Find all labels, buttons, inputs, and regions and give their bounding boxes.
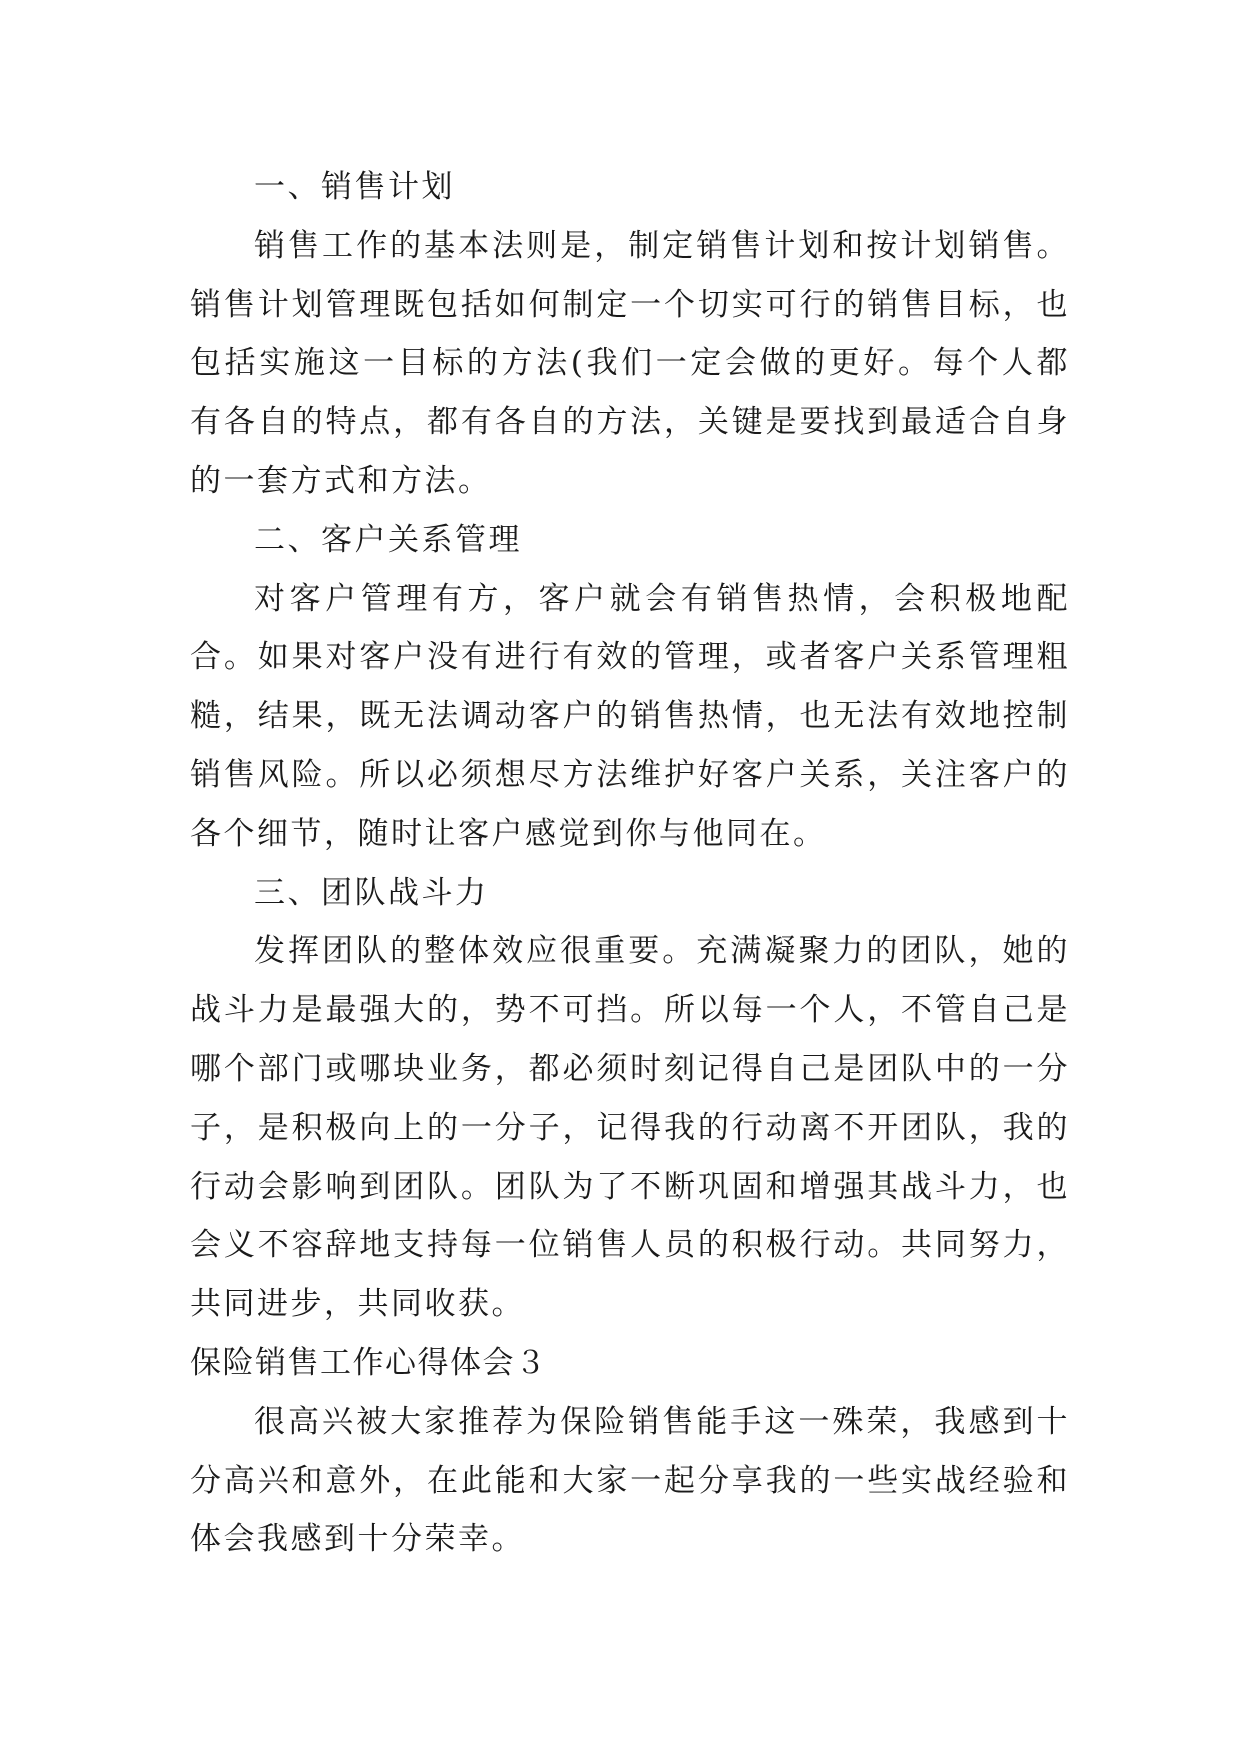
section-heading-team-strength: 三、团队战斗力	[254, 874, 489, 911]
section-body-team-strength: 发挥团队的整体效应很重要。充满凝聚力的团队，她的战斗力是最强大的，势不可挡。所以每一个人，不管自己是哪个部门或哪块业务，都必须时刻记得自己是团队中的一分子，是积极向上的一分子，记得我的行动离不开团队，我的行动会影响到团队。团队为了不断巩固和增强其战斗力，也会义不容辞地支持每一位销售人员的积极行动。共同努力，共同进步，共同收获。	[190, 933, 1070, 1323]
document-body	[190, 158, 1070, 1569]
section-body-sales-plan: 销售工作的基本法则是，制定销售计划和按计划销售。销售计划管理既包括如何制定一个切实可行的销售目标，也包括实施这一目标的方法(我们一定会做的更好。每个人都有各自的特点，都有各自的方法，关键是要找到最适合自身的一套方式和方法。	[190, 227, 1070, 499]
section-heading-sales-plan: 一、销售计划	[254, 169, 455, 205]
document-title: 保险销售工作心得体会３	[190, 1344, 548, 1381]
section-heading-customer-relations: 二、客户关系管理	[254, 521, 522, 558]
closing-paragraph: 很高兴被大家推荐为保险销售能手这一殊荣，我感到十分高兴和意外，在此能和大家一起分享我的一些实战经验和体会我感到十分荣幸。	[190, 1403, 1070, 1558]
section-body-customer-relations: 对客户管理有方，客户就会有销售热情，会积极地配合。如果对客户没有进行有效的管理，或者客户关系管理粗糙，结果，既无法调动客户的销售热情，也无法有效地控制销售风险。所以必须想尽方法维护好客户关系，关注客户的各个细节，随时让客户感觉到你与他同在。	[190, 580, 1070, 852]
